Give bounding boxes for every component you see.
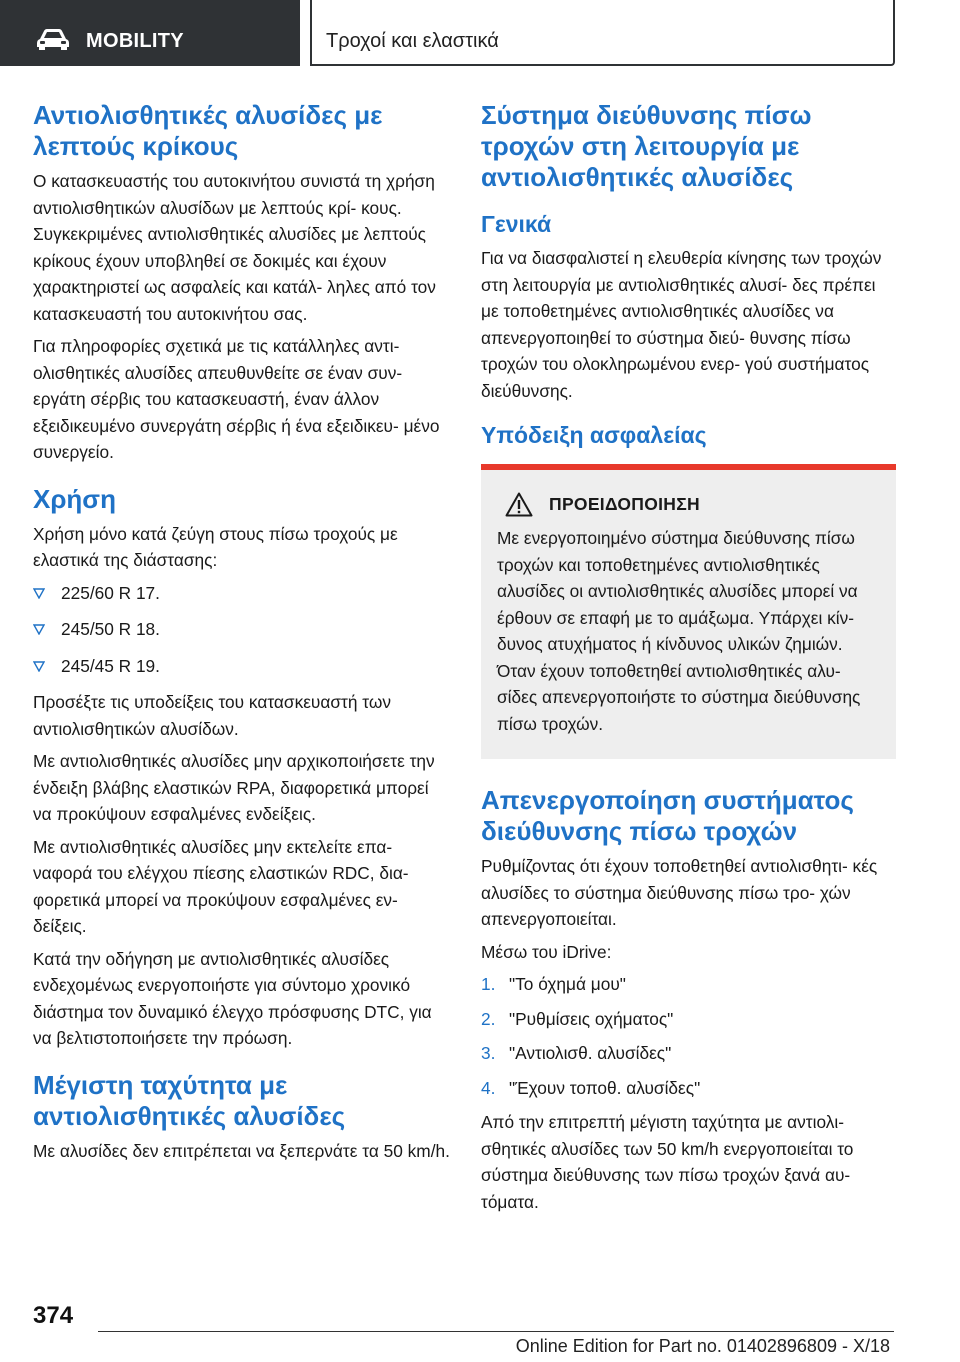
warning-text: Με ενεργοποιημένο σύστημα διεύθυνσης πίσω τροχών και τοποθετημένες αντιολισθητικές αλυσίδες οι αντιολισθητικές αλυσίδες μπορεί να έρθουν σε επαφή με το αμάξωμα. Υπάρχει κίν‐ δυνος ατυχήματος ή κίνδυνος υλικών ζημιών. Όταν έχουν τοποθετηθεί αντιολισθητικές αλυ‐ σίδες απενεργοποιήστε το σύστημα διεύθυνσης πίσω τροχών. — [497, 528, 861, 734]
paragraph: Για να διασφαλιστεί η ελευθερία κίνησης των τροχών στη λειτουργία με αντιολισθητικές αλυσί‐ δες πρέπει με τοποθετημένες αντιολισθητικές αλυσίδες να απενεργοποιηθεί το σύστημα διεύ‐ θυνσης πίσω τροχών του ολοκληρωμένου ενερ‐ γού συστήματος διεύθυνσης. — [481, 248, 882, 401]
section-label: MOBILITY — [86, 30, 184, 52]
paragraph: Χρήση μόνο κατά ζεύγη στους πίσω τροχούς με ελαστικά της διάστασης: — [33, 523, 398, 570]
right-column — [481, 100, 896, 1221]
left-column — [33, 100, 451, 1170]
heading-rear-steering: Σύστημα διεύθυνσης πίσω τροχών στη λειτουργία με αντιολισθητικές αλυσίδες — [481, 100, 812, 192]
paragraph: Με αντιολισθητικές αλυσίδες μην αρχικοποιήσετε την ένδειξη βλάβης ελαστικών RPA, διαφορετικά μπορεί να προκύψουν εσφαλμένες ενδείξεις. — [33, 751, 435, 824]
page-number: 374 — [33, 1302, 74, 1329]
step-text: "Το όχημά μου" — [509, 974, 626, 994]
idrive-steps — [481, 971, 896, 1101]
tire-size: 225/60 R 17. — [61, 582, 160, 603]
heading-max-speed: Μέγιστη ταχύτητα με αντιολισθητικές αλυσίδες — [33, 1069, 346, 1131]
step-item — [481, 1075, 896, 1102]
paragraph: Με αλυσίδες δεν επιτρέπεται να ξεπερνάτε τα 50 km/h. — [33, 1140, 450, 1161]
edition-note: Online Edition for Part no. 01402896809 - X/18 — [515, 1336, 890, 1356]
step-text: "Ρυθμίσεις οχήματος" — [509, 1008, 674, 1029]
step-number: 2. — [481, 1008, 496, 1029]
warning-title: ΠΡΟΕΙΔΟΠΟΙΗΣΗ — [549, 494, 700, 514]
step-number: 1. — [481, 974, 496, 994]
step-number: 3. — [481, 1043, 496, 1063]
subheading-general: Γενικά — [481, 211, 552, 237]
paragraph: Με αντιολισθητικές αλυσίδες μην εκτελείτε επα‐ ναφορά του ελέγχου πίεσης ελαστικών RDC, δια‐ φορετικά μπορεί να προκύψουν εσφαλμένες εν‐ δείξεις. — [33, 836, 409, 936]
chapter-title: Τροχοί και ελαστικά — [326, 30, 499, 52]
warning-box — [481, 464, 896, 759]
warning-header — [497, 492, 880, 517]
heading-deactivate: Απενεργοποίηση συστήματος διεύθυνσης πίσω τροχών — [481, 785, 854, 846]
triangle-bullet-icon — [33, 661, 45, 672]
paragraph: Από την επιτρεπτή μέγιστη ταχύτητα με αντιολι‐ σθητικές αλυσίδες των 50 km/h ενεργοποιείται το σύστημα διεύθυνσης των πίσω τροχών ξανά αυ‐ τόματα. — [481, 1112, 854, 1212]
step-item — [481, 971, 896, 998]
step-item — [481, 1006, 896, 1033]
tire-size: 245/50 R 18. — [61, 619, 160, 639]
paragraph: Ο κατασκευαστής του αυτοκινήτου συνιστά τη χρήση αντιολισθητικών αλυσίδων με λεπτούς κρί‐ κους. Συγκεκριμένες αντιολισθητικές αλυσίδες με λεπτούς κρίκους έχουν υποβληθεί σε δοκιμές και έχουν χαρακτηριστεί ως ασφαλείς και κατάλ‐ ληλες από τον κατασκευαστή του αυτοκινήτου σας. — [33, 171, 436, 324]
subheading-safety-note: Υπόδειξη ασφαλείας — [481, 422, 707, 448]
heading-usage: Χρήση — [33, 483, 116, 514]
footer-rule — [98, 1331, 894, 1332]
list-item — [33, 653, 451, 680]
triangle-bullet-icon — [33, 588, 45, 599]
step-number: 4. — [481, 1077, 496, 1098]
paragraph: Ρυθμίζοντας ότι έχουν τοποθετηθεί αντιολισθητι‐ κές αλυσίδες το σύστημα διεύθυνσης πίσω τρο‐ χών απενεργοποιείται. — [481, 856, 878, 929]
triangle-bullet-icon — [33, 624, 45, 635]
list-item — [33, 580, 451, 607]
tire-size-list — [33, 580, 451, 680]
tire-size: 245/45 R 19. — [61, 655, 160, 676]
section-tab — [0, 0, 300, 66]
list-item — [33, 616, 451, 643]
paragraph: Μέσω του iDrive: — [481, 941, 612, 962]
paragraph: Για πληροφορίες σχετικά με τις κατάλληλες αντι‐ ολισθητικές αλυσίδες απευθυνθείτε σε έναν συν‐ εργάτη σέρβις του κατασκευαστή, έναν άλλον εξειδικευμένο συνεργάτη σέρβις ή ένα εξειδικευ‐ μένο συνεργείο. — [33, 336, 440, 462]
step-text: "Αντιολισθ. αλυσίδες" — [509, 1043, 672, 1063]
paragraph: Προσέξτε τις υποδείξεις του κατασκευαστή των αντιολισθητικών αλυσίδων. — [33, 692, 391, 739]
page-header — [0, 0, 960, 66]
warning-triangle-icon — [505, 492, 533, 517]
paragraph: Κατά την οδήγηση με αντιολισθητικές αλυσίδες ενδεχομένως ενεργοποιήστε για σύντομο χρονικό διάστημα τον δυναμικό έλεγχο πρόσφυσης DTC, για να βελτιστοποιήσετε την πρόωση. — [33, 948, 432, 1048]
car-icon — [36, 28, 70, 50]
heading-thin-chains: Αντιολισθητικές αλυσίδες με λεπτούς κρίκους — [33, 100, 383, 161]
step-item — [481, 1040, 896, 1067]
step-text: "Έχουν τοποθ. αλυσίδες" — [509, 1077, 701, 1098]
